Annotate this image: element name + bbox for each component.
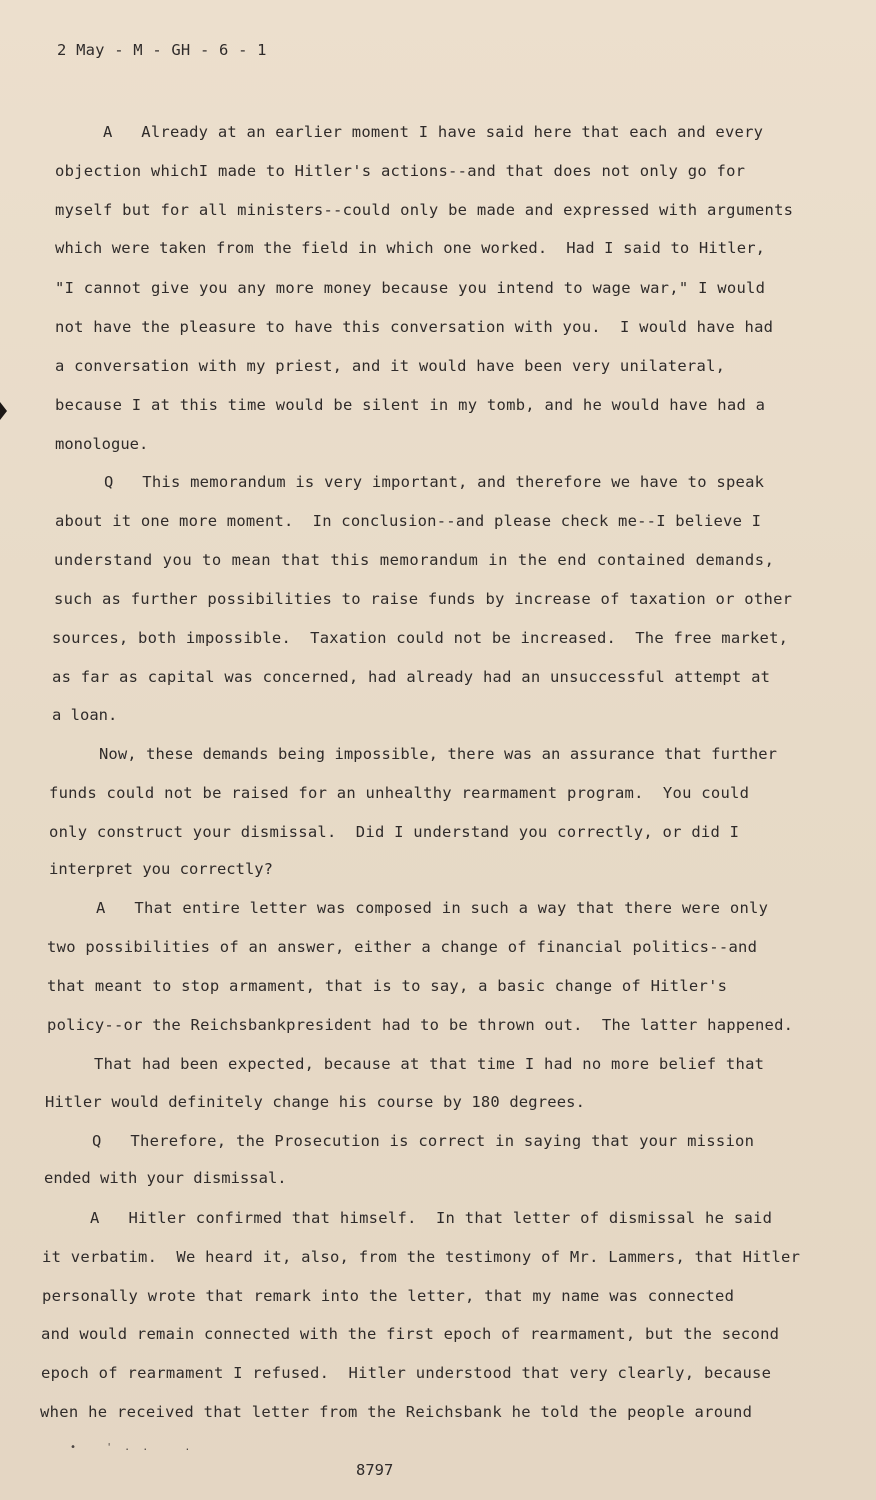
text-line: A Hitler confirmed that himself. In that letter of dismissal he said <box>90 1209 773 1227</box>
text-line: as far as capital was concerned, had already had an unsuccessful attempt at <box>52 668 771 686</box>
text-line: such as further possibilities to raise funds by increase of taxation or other <box>54 590 793 608</box>
text-line: it verbatim. We heard it, also, from the testimony of Mr. Lammers, that Hitler <box>42 1248 801 1266</box>
text-line: sources, both impossible. Taxation could not be increased. The free market, <box>52 629 789 647</box>
text-line: interpret you correctly? <box>49 860 273 878</box>
text-line: "I cannot give you any more money because you intend to wage war," I would <box>55 279 766 297</box>
text-line: that meant to stop armament, that is to say, a basic change of Hitler's <box>47 977 728 995</box>
text-line: objection whichI made to Hitler's actions--and that does not only go for <box>55 162 746 180</box>
text-line: epoch of rearmament I refused. Hitler understood that very clearly, because <box>41 1364 772 1382</box>
text-line: Q This memorandum is very important, and therefore we have to speak <box>104 473 765 491</box>
text-line: That had been expected, because at that time I had no more belief that <box>94 1055 765 1073</box>
text-line: Q Therefore, the Prosecution is correct in saying that your mission <box>92 1132 755 1150</box>
text-line: Now, these demands being impossible, there was an assurance that further <box>99 745 778 763</box>
page-number: 8797 <box>356 1461 394 1479</box>
text-line: a conversation with my priest, and it would have been very unilateral, <box>55 357 726 375</box>
text-line: only construct your dismissal. Did I understand you correctly, or did I <box>49 823 740 841</box>
page-reference-header: 2 May - M - GH - 6 - 1 <box>57 41 267 59</box>
text-line: and would remain connected with the first epoch of rearmament, but the second <box>41 1325 780 1343</box>
binding-mark <box>0 402 7 420</box>
text-line: monologue. <box>55 435 149 453</box>
text-line: because I at this time would be silent in my tomb, and he would have had a <box>55 396 766 414</box>
text-line: myself but for all ministers--could only be made and expressed with arguments <box>55 201 794 219</box>
text-line: A That entire letter was composed in such a way that there were only <box>96 899 769 917</box>
text-line: personally wrote that remark into the letter, that my name was connected <box>42 1287 735 1305</box>
text-line: understand you to mean that this memorandum in the end contained demands, <box>54 551 775 569</box>
paper-specks: • ' . . . <box>70 1442 191 1453</box>
text-line: a loan. <box>52 706 118 724</box>
text-line: ended with your dismissal. <box>44 1169 287 1187</box>
text-line: which were taken from the field in which one worked. Had I said to Hitler, <box>55 239 766 257</box>
text-line: about it one more moment. In conclusion--and please check me--I believe I <box>55 512 762 530</box>
text-line: policy--or the Reichsbankpresident had to be thrown out. The latter happened. <box>47 1016 794 1034</box>
text-line: Hitler would definitely change his course by 180 degrees. <box>45 1093 586 1111</box>
text-line: A Already at an earlier moment I have said here that each and every <box>103 123 764 141</box>
text-line: funds could not be raised for an unhealthy rearmament program. You could <box>49 784 750 802</box>
text-line: when he received that letter from the Reichsbank he told the people around <box>40 1403 753 1421</box>
text-line: not have the pleasure to have this conversation with you. I would have had <box>55 318 774 336</box>
text-line: two possibilities of an answer, either a change of financial politics--and <box>47 938 758 956</box>
